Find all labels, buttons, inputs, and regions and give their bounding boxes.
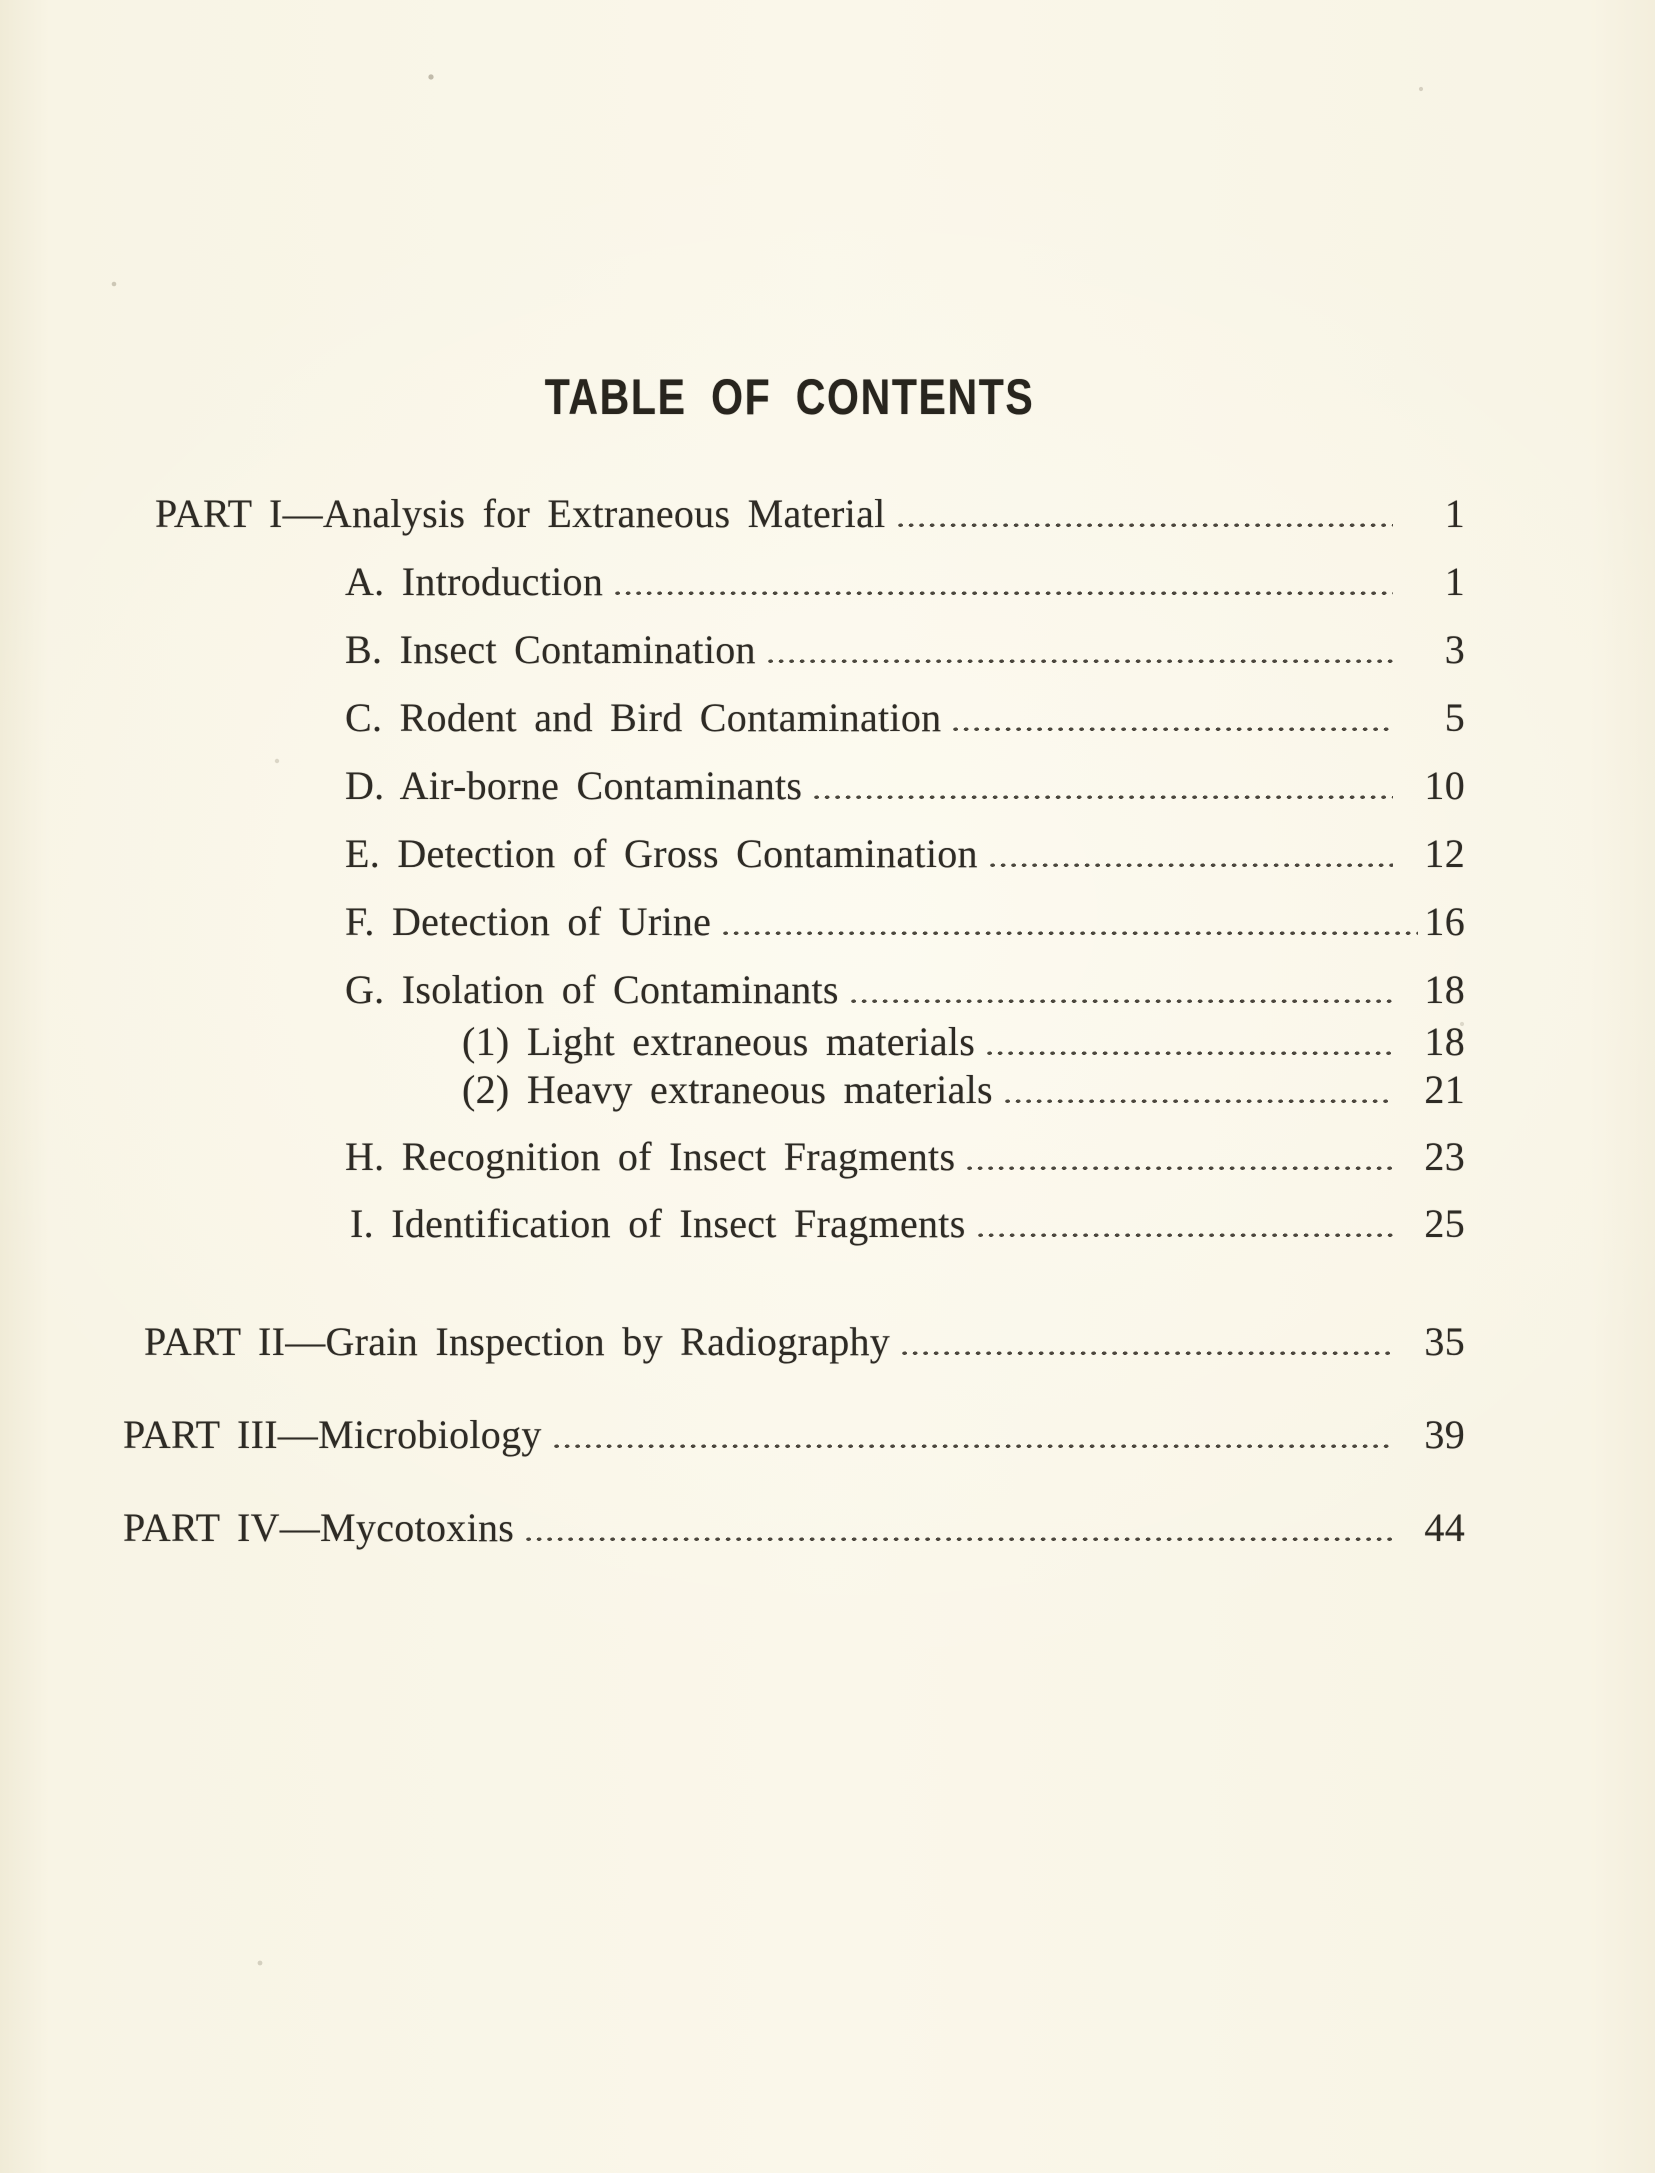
toc-entry-page: 16: [1424, 899, 1465, 944]
toc-entry: [345, 694, 1465, 742]
dot-leader: [1005, 1098, 1393, 1105]
toc-entry: [345, 898, 1465, 946]
toc-entry: [155, 490, 1465, 538]
dot-leader: [987, 1050, 1393, 1057]
dot-leader: [953, 726, 1393, 733]
toc-entry: [462, 1066, 1465, 1114]
page-title-text: TABLE OF CONTENTS: [545, 369, 1035, 425]
toc-entry-page: 3: [1444, 627, 1465, 672]
toc-entry-label: PART I—Analysis for Extraneous Material: [155, 491, 886, 536]
toc-entry-page: 12: [1424, 831, 1465, 876]
toc-entry-label: G. Isolation of Contaminants: [345, 967, 839, 1012]
toc-entry-page: 21: [1424, 1067, 1465, 1112]
dot-leader: [967, 1165, 1393, 1172]
dot-leader: [814, 794, 1393, 801]
dot-leader: [615, 590, 1393, 597]
toc-entry: [350, 1200, 1465, 1248]
toc-entry: [345, 1133, 1465, 1181]
toc-entry: [345, 558, 1465, 606]
toc-entry-label: B. Insect Contamination: [345, 627, 756, 672]
toc-entry-label: I. Identification of Insect Fragments: [350, 1201, 966, 1246]
scan-speckles: [0, 0, 2, 2]
toc-entry-page: 39: [1424, 1412, 1465, 1457]
dot-leader: [526, 1536, 1393, 1543]
toc-entry-label: PART II—Grain Inspection by Radiography: [144, 1319, 891, 1364]
toc-entry-page: 5: [1444, 695, 1465, 740]
toc-entry-page: 18: [1424, 967, 1465, 1012]
toc-entry-label: C. Rodent and Bird Contamination: [345, 695, 942, 740]
dot-leader: [898, 522, 1393, 529]
toc-entry-page: 1: [1444, 491, 1465, 536]
dot-leader: [990, 862, 1393, 869]
toc-entry-label: PART IV—Mycotoxins: [123, 1505, 515, 1550]
toc-entry-label: E. Detection of Gross Contamination: [345, 831, 978, 876]
toc-entry-page: 18: [1424, 1019, 1465, 1064]
toc-entry-label: PART III—Microbiology: [123, 1412, 542, 1457]
toc-entry: [144, 1318, 1465, 1366]
toc-entry: [345, 966, 1465, 1014]
dot-leader: [723, 930, 1418, 937]
toc-entry: [345, 830, 1465, 878]
toc-entry: [123, 1411, 1465, 1459]
toc-entry: [462, 1018, 1465, 1066]
dot-leader: [851, 998, 1393, 1005]
dot-leader: [554, 1443, 1393, 1450]
dot-leader: [768, 658, 1393, 665]
dot-leader: [902, 1350, 1393, 1357]
toc-entry-page: 44: [1424, 1505, 1465, 1550]
toc-entry-label: D. Air-borne Contaminants: [345, 763, 803, 808]
toc-entry-page: 1: [1444, 559, 1465, 604]
toc-entry: [345, 626, 1465, 674]
toc-entry-page: 10: [1424, 763, 1465, 808]
toc-entry-page: 25: [1424, 1201, 1465, 1246]
toc-entry: [345, 762, 1465, 810]
toc-entry-label: F. Detection of Urine: [345, 899, 712, 944]
dot-leader: [978, 1232, 1393, 1239]
toc-entry-page: 35: [1424, 1319, 1465, 1364]
toc-entry-label: H. Recognition of Insect Fragments: [345, 1134, 956, 1179]
toc-entry: [123, 1504, 1465, 1552]
toc-entry-label: (2) Heavy extraneous materials: [462, 1067, 993, 1112]
toc-entry-page: 23: [1424, 1134, 1465, 1179]
toc-entry-label: (1) Light extraneous materials: [462, 1019, 976, 1064]
toc-entry-label: A. Introduction: [345, 559, 604, 604]
